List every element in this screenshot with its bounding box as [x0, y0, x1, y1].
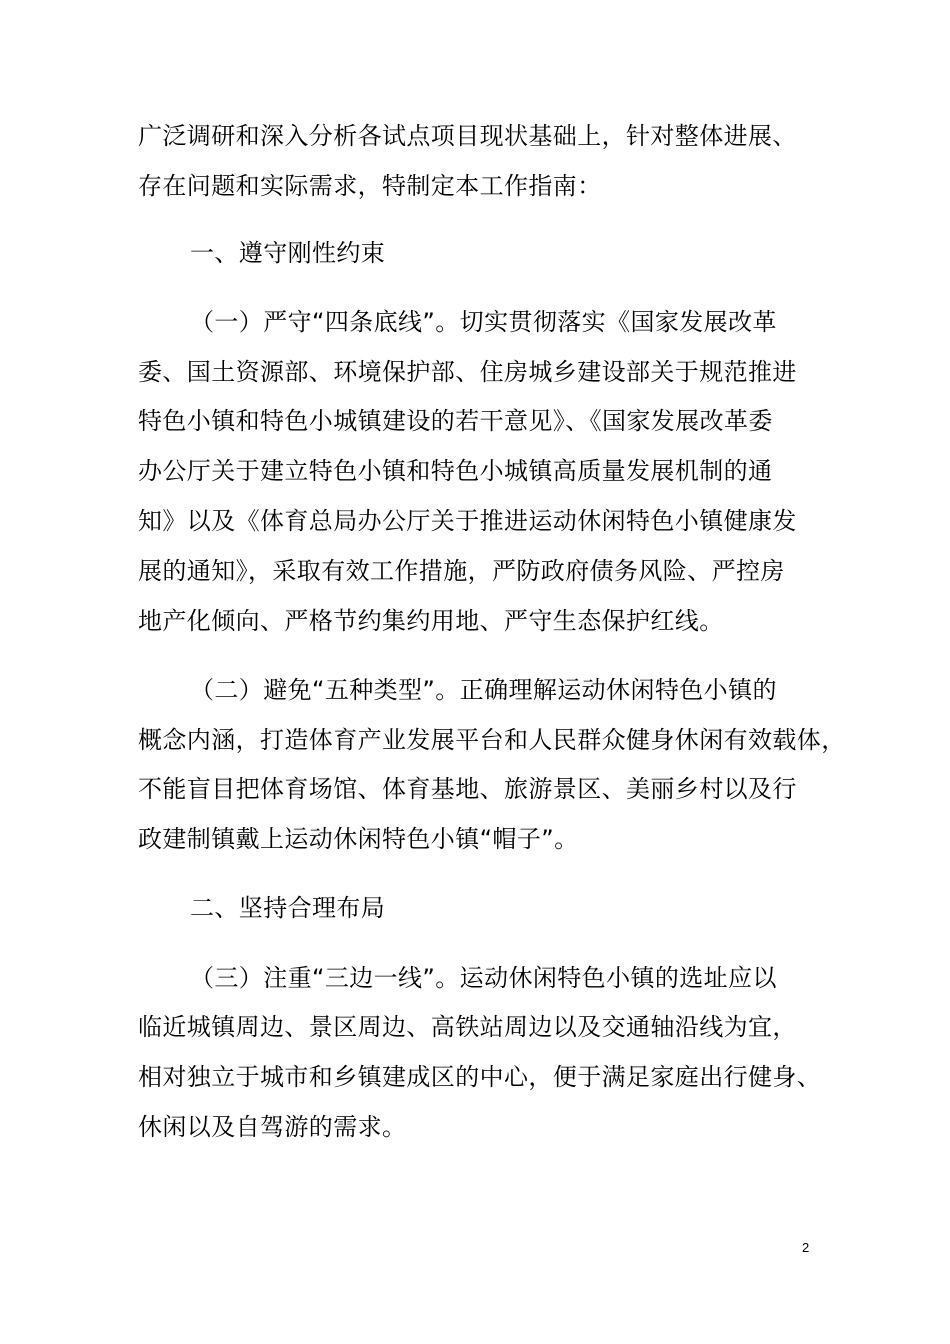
body-text-line: 临近城镇周边、景区周边、高铁站周边以及交通轴沿线为宜，: [138, 1013, 797, 1041]
body-text-line: 概念内涵，打造体育产业发展平台和人民群众健身休闲有效载体，: [138, 726, 846, 754]
section-heading: 二、坚持合理布局: [190, 894, 386, 922]
paragraph-start-line: （一）严守“四条底线”。切实贯彻落实《国家发展改革: [190, 308, 777, 336]
paragraph-start-line: （二）避免“五种类型”。正确理解运动休闲特色小镇的: [190, 676, 777, 704]
body-text-line: 相对独立于城市和乡镇建成区的中心，便于满足家庭出行健身、: [138, 1063, 822, 1091]
body-text-line: 特色小镇和特色小城镇建设的若干意见》、《国家发展改革委: [138, 407, 773, 435]
body-text-line: 地产化倾向、严格节约集约用地、严守生态保护红线。: [138, 607, 724, 635]
body-text-line: 展的通知》，采取有效工作措施，严防政府债务风险、严控房: [138, 557, 785, 585]
page-number: 2: [802, 1240, 810, 1255]
body-text-line: 广泛调研和深入分析各试点项目现状基础上，针对整体进展、: [138, 122, 797, 150]
body-text-line: 存在问题和实际需求，特制定本工作指南：: [138, 172, 602, 200]
body-text-line: 休闲以及自驾游的需求。: [138, 1113, 407, 1141]
body-text-line: 委、国土资源部、环境保护部、住房城乡建设部关于规范推进: [138, 358, 797, 386]
body-text-line: 办公厅关于建立特色小镇和特色小城镇高质量发展机制的通: [138, 457, 773, 485]
body-text-line: 不能盲目把体育场馆、体育基地、旅游景区、美丽乡村以及行: [138, 775, 797, 803]
section-heading: 一、遵守刚性约束: [190, 239, 386, 267]
body-text-line: 知》以及《体育总局办公厅关于推进运动休闲特色小镇健康发: [138, 507, 797, 535]
body-text-line: 政建制镇戴上运动休闲特色小镇“帽子”。: [138, 825, 579, 853]
paragraph-start-line: （三）注重“三边一线”。运动休闲特色小镇的选址应以: [190, 964, 777, 992]
